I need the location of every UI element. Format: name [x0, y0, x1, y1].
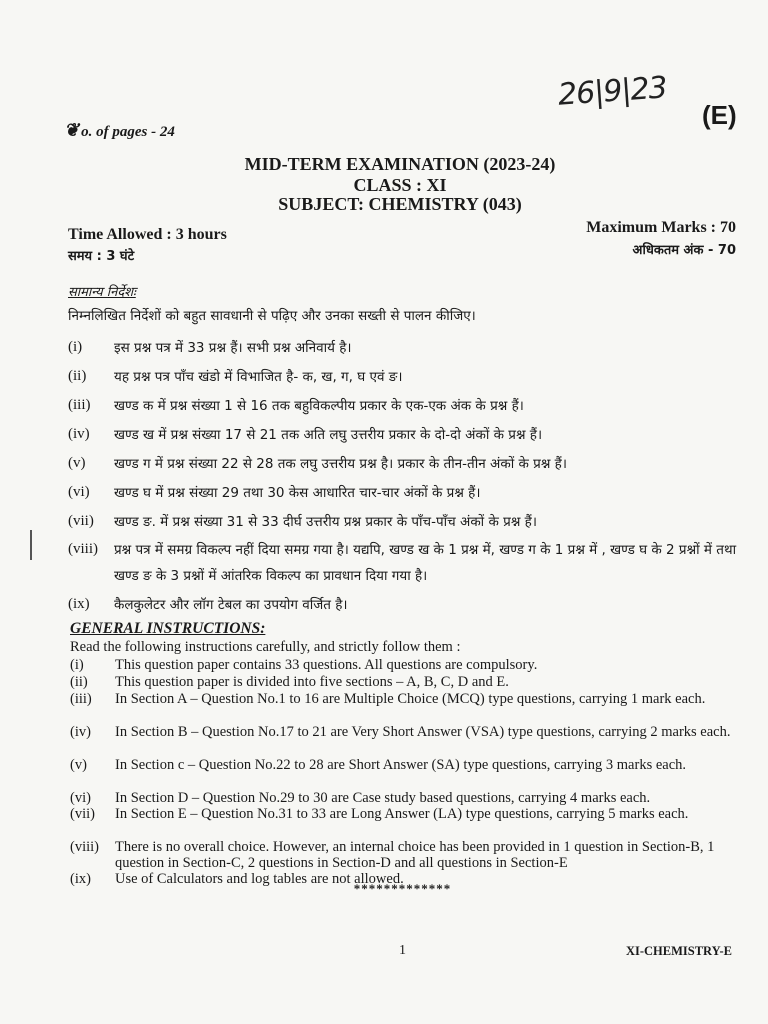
instruction-number: (vii) — [70, 806, 95, 822]
instruction-number: (ix) — [70, 871, 91, 887]
hindi-item-number: (iii) — [68, 397, 91, 413]
instruction-text: In Section c – Question No.22 to 28 are Short Answer (SA) type questions, carrying 3 marks each. — [115, 757, 687, 773]
instruction-number: (iii) — [70, 691, 92, 707]
page-count — [64, 120, 175, 141]
instruction-text: In Section B – Question No.17 to 21 are Very Short Answer (VSA) type questions, carrying 2 marks each. — [115, 724, 731, 740]
instruction-number: (i) — [70, 657, 84, 673]
general-instructions-intro: Read the following instructions carefully, and strictly follow them : — [70, 639, 461, 655]
hindi-item-number: (i) — [68, 339, 83, 355]
time-allowed-hindi: समय : 3 घंटे — [68, 249, 135, 264]
hindi-item-text: खण्ड ख में प्रश्न संख्या 17 से 21 तक अति लघु उत्तरीय प्रकार के दो-दो अंकों के प्रश्न हैं। — [114, 427, 543, 443]
general-instructions-heading: GENERAL INSTRUCTIONS: — [70, 620, 266, 637]
page-count-label: o. of pages - 24 — [81, 124, 175, 140]
instruction-number: (vi) — [70, 790, 91, 806]
hindi-item-number: (vii) — [68, 513, 94, 529]
hindi-item-number: (viii) — [68, 541, 98, 557]
maximum-marks: Maximum Marks : 70 — [586, 219, 736, 236]
class-title: CLASS : XI — [353, 175, 447, 195]
hindi-item-text: खण्ड क में प्रश्न संख्या 1 से 16 तक बहुविकल्पीय प्रकार के एक-एक अंक के प्रश्न हैं। — [114, 398, 524, 414]
instruction-text: This question paper contains 33 questions. All questions are compulsory. — [115, 657, 538, 673]
subject-title: SUBJECT: CHEMISTRY (043) — [278, 194, 522, 214]
set-code: (E) — [702, 100, 737, 130]
instruction-number: (v) — [70, 757, 87, 773]
instruction-number: (viii) — [70, 839, 99, 855]
instruction-number: (iv) — [70, 724, 91, 740]
hindi-item-text: कैलकुलेटर और लॉग टेबल का उपयोग वर्जित है। — [114, 597, 348, 613]
hindi-item-number: (v) — [68, 455, 86, 471]
instruction-text: In Section D – Question No.29 to 30 are Case study based questions, carrying 4 marks each. — [115, 790, 651, 806]
instruction-number: (ii) — [70, 674, 88, 690]
time-allowed: Time Allowed : 3 hours — [68, 226, 227, 243]
hindi-item-number: (ix) — [68, 596, 90, 612]
instruction-text: In Section A – Question No.1 to 16 are Multiple Choice (MCQ) type questions, carrying 1 mark each. — [115, 691, 706, 707]
hindi-item-number: (vi) — [68, 484, 90, 500]
instruction-text: In Section E – Question No.31 to 33 are Long Answer (LA) type questions, carrying 5 marks each. — [115, 806, 689, 822]
hindi-item-text: खण्ड ङ. में प्रश्न संख्या 31 से 33 दीर्घ उत्तरीय प्रश्न प्रकार के पाँच-पाँच अंकों के प्रश्न हैं। — [114, 514, 537, 530]
pen-mark — [30, 530, 32, 560]
instruction-text: This question paper is divided into five sections – A, B, C, D and E. — [115, 674, 509, 690]
end-stars: ************* — [353, 881, 452, 896]
exam-title: MID-TERM EXAMINATION (2023-24) — [244, 154, 556, 174]
hindi-item-text: यह प्रश्न पत्र पाँच खंडो में विभाजित है- क, ख, ग, घ एवं ङ। — [114, 369, 403, 385]
maximum-marks-hindi: अधिकतम अंक - 70 — [632, 243, 736, 258]
instruction-text: Use of Calculators and log tables are not allowed. — [115, 871, 404, 887]
handwritten-date: 26|9|23 — [556, 70, 668, 113]
hindi-item-text: खण्ड घ में प्रश्न संख्या 29 तथा 30 केस आधारित चार-चार अंकों के प्रश्न हैं। — [114, 485, 481, 501]
page-number: 1 — [399, 943, 406, 958]
hindi-instructions-intro: निम्नलिखित निर्देशों को बहुत सावधानी से पढ़िए और उनका सख्ती से पालन कीजिए। — [68, 308, 476, 324]
hindi-item-number: (iv) — [68, 426, 90, 442]
hindi-instructions-heading: सामान्य निर्देशः — [68, 285, 136, 300]
paper-code: XI-CHEMISTRY-E — [625, 944, 732, 958]
hindi-item-number: (ii) — [68, 368, 87, 384]
hindi-item-text: प्रश्न पत्र में समग्र विकल्प नहीं दिया समग्र गया है। यद्यपि, खण्ड ख के 1 प्रश्न में, खण्ड ग के 1 प्रश्न में , खण्ड घ के 2 प्रश्नों में तथा खण्ड ङ के 3 प्रश्नों में आंतरिक विकल्प का प्रावधान दिया गया है। — [114, 542, 737, 584]
flourish-icon: ❦ — [64, 120, 80, 140]
instruction-text: There is no overall choice. However, an internal choice has been provided in 1 question in Section-B, 1 question in Section-C, 2 questions in Section-D and all questions in Section-E — [115, 839, 715, 871]
hindi-item-text: खण्ड ग में प्रश्न संख्या 22 से 28 तक लघु उत्तरीय प्रश्न है। प्रकार के तीन-तीन अंकों के प्रश्न हैं। — [114, 456, 567, 472]
hindi-item-text: इस प्रश्न पत्र में 33 प्रश्न हैं। सभी प्रश्न अनिवार्य है। — [114, 340, 352, 356]
